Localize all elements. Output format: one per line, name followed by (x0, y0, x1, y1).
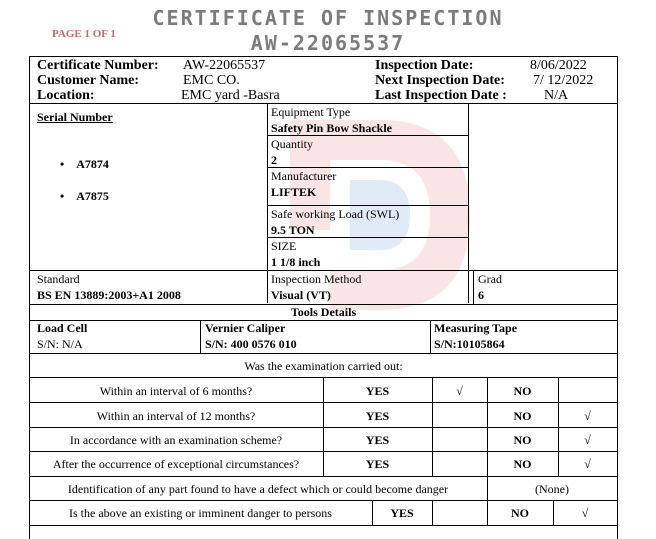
equipment-type-value: Safety Pin Bow Shackle (271, 121, 393, 135)
exam-question: Was the examination carried out: (244, 359, 403, 373)
inspection-date-label: Inspection Date: (375, 58, 474, 73)
danger-yes-label: YES (390, 506, 414, 520)
swl-label: Safe working Load (SWL) (271, 207, 400, 221)
no-check[interactable]: √ (584, 409, 591, 423)
certificate-title: CERTIFICATE OF INSPECTION (152, 6, 504, 30)
no-label: NO (513, 384, 532, 398)
yes-label: YES (365, 384, 390, 398)
defect-label: Identification of any part found to have a defect which or could become danger (67, 482, 449, 496)
serial-item: • A7874 (60, 157, 109, 171)
no-label: NO (513, 433, 532, 447)
danger-no-label: NO (511, 506, 529, 520)
tools-heading: Tools Details (290, 305, 357, 319)
yes-check[interactable]: √ (456, 384, 463, 398)
manufacturer-label: Manufacturer (271, 169, 337, 183)
location-label: Location: (37, 88, 95, 103)
yes-label: YES (365, 409, 390, 423)
tool-name: Measuring Tape (434, 321, 518, 335)
exam-row-label: Within an interval of 12 months? (96, 409, 256, 423)
exam-row-label: In accordance with an examination scheme? (69, 433, 283, 447)
certificate-number-title: AW-22065537 (250, 31, 406, 55)
inspection-method-value: Visual (VT) (271, 288, 331, 302)
yes-label: YES (365, 433, 390, 447)
grad-value: 6 (478, 288, 484, 302)
exam-row-label: After the occurrence of exceptional circumstances? (52, 457, 300, 471)
tool-name: Vernier Caliper (205, 321, 286, 335)
tool-serial: S/N:10105864 (434, 337, 505, 351)
tool-serial: S/N: N/A (37, 337, 83, 351)
customer-label: Customer Name: (37, 73, 139, 88)
next-inspection-value: 7/ 12/2022 (533, 73, 594, 88)
exam-row-label: Within an interval of 6 months? (99, 384, 253, 398)
standard-value: BS EN 13889:2003+A1 2008 (37, 288, 181, 302)
danger-no-check[interactable]: √ (581, 506, 589, 520)
no-check[interactable]: √ (584, 457, 591, 471)
serial-item: • A7875 (60, 189, 109, 203)
no-label: NO (513, 457, 532, 471)
serial-number-label: Serial Number (37, 110, 113, 124)
size-label: SIZE (271, 239, 297, 253)
next-inspection-label: Next Inspection Date: (375, 73, 505, 88)
location-value: EMC yard -Basra (181, 88, 280, 103)
last-inspection-label: Last Inspection Date : (375, 88, 507, 103)
no-label: NO (513, 409, 532, 423)
page-label: PAGE 1 OF 1 (52, 28, 116, 40)
last-inspection-value: N/A (544, 88, 569, 103)
inspection-date-value: 8/06/2022 (530, 58, 587, 73)
standard-label: Standard (37, 272, 80, 286)
swl-value: 9.5 TON (271, 223, 315, 237)
cert-number-label: Certificate Number: (37, 58, 159, 73)
no-check[interactable]: √ (584, 433, 591, 447)
customer-value: EMC CO. (183, 73, 240, 88)
danger-label: Is the above an existing or imminent danger to persons (69, 506, 332, 520)
tool-serial: S/N: 400 0576 010 (205, 337, 297, 351)
defect-value: (None) (535, 482, 569, 496)
yes-label: YES (365, 457, 390, 471)
size-value: 1 1/8 inch (271, 255, 321, 269)
cert-number-value: AW-22065537 (183, 58, 266, 73)
quantity-label: Quantity (271, 137, 313, 151)
manufacturer-value: LIFTEK (271, 185, 317, 199)
equipment-type-label: Equipment Type (271, 105, 351, 119)
grad-label: Grad (478, 272, 502, 286)
tool-name: Load Cell (37, 321, 88, 335)
inspection-method-label: Inspection Method (271, 272, 362, 286)
quantity-value: 2 (271, 153, 277, 167)
